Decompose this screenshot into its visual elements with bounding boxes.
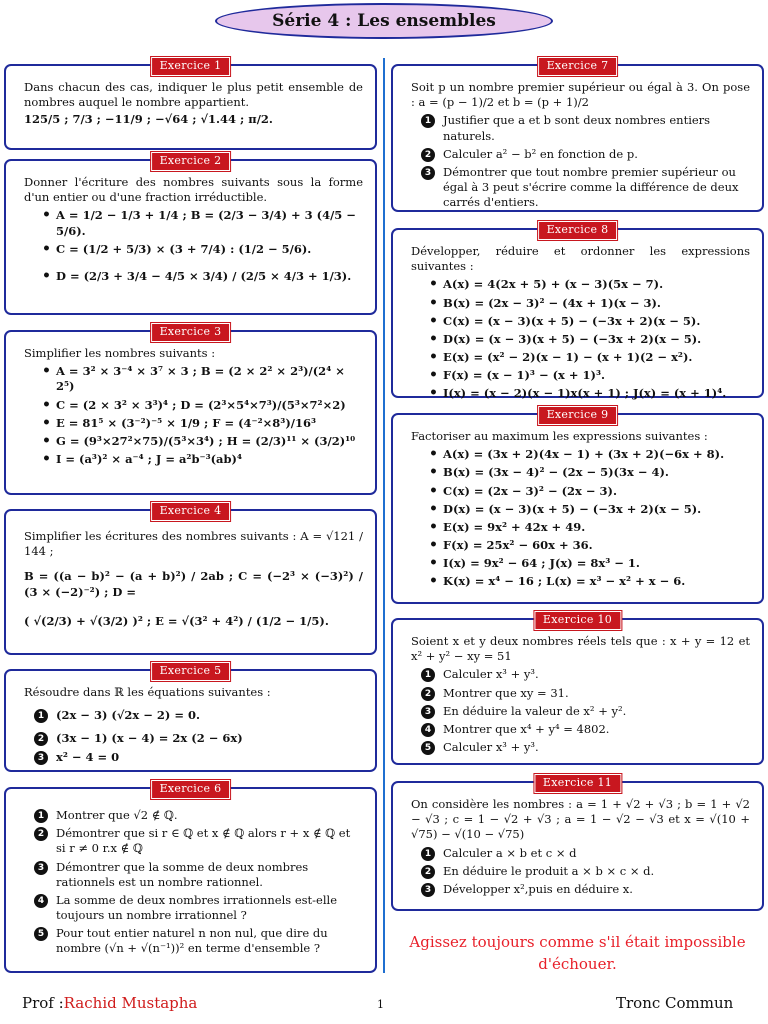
- exercise-11: [391, 776, 764, 911]
- number-badge: 2: [421, 687, 435, 701]
- exercise-10: [391, 613, 764, 765]
- exercise-text: On considère les nombres : a = 1 + √2 + √3 ; b = 1 + √2 − √3 ; c = 1 − √2 + √3 ; a = 1 − √2 − √3 et x = √(10 + √75) − √(10 − √75): [411, 797, 750, 842]
- exercise-tag: Exercice 1: [151, 57, 231, 76]
- exercise-math: 125/5 ; 7/3 ; −11/9 ; −√64 ; √1.44 ; π/2.: [24, 112, 273, 127]
- exercise-text: Soient x et y deux nombres réels tels que : x + y = 12 et x² + y² − xy = 51: [411, 634, 750, 664]
- list-item: 2 Calculer a² − b² en fonction de p.: [421, 147, 750, 162]
- exercise-tag: Exercice 4: [151, 502, 231, 521]
- list-item: • E = 81⁵ × (3⁻²)⁻⁵ × 1/9 ; F = (4⁻²×8³)/16³: [42, 416, 363, 431]
- list-item: • E(x) = (x² − 2)(x − 1) − (x + 1)(2 − x²).: [429, 350, 750, 365]
- exercise-tag: Exercice 5: [151, 662, 231, 681]
- list-item: 1 Montrer que √2 ∉ ℚ.: [34, 808, 363, 823]
- list-item: 4 Montrer que x⁴ + y⁴ = 4802.: [421, 722, 750, 737]
- list-item: • D = (2/3 + 3/4 − 4/5 × 3/4) / (2/5 × 4/3 + 1/3).: [42, 269, 363, 284]
- exercise-2: [4, 154, 377, 315]
- list-item: • C = (2 × 3² × 3³)⁴ ; D = (2³×5⁴×7³)/(5³×7²×2): [42, 398, 363, 413]
- exercise-line: B = ((a − b)² − (a + b)²) / 2ab ; C = (−2³ × (−3)²) / (3 × (−2)⁻²) ; D =: [24, 569, 363, 599]
- number-badge: 2: [421, 865, 435, 879]
- exercise-tag: Exercice 6: [151, 780, 231, 799]
- page-number: 1: [377, 998, 384, 1011]
- number-badge: 1: [421, 668, 435, 682]
- list-item: • D(x) = (x − 3)(x + 5) − (−3x + 2)(x − 5).: [429, 502, 750, 517]
- number-badge: 2: [421, 148, 435, 162]
- list-item: • E(x) = 9x² + 42x + 49.: [429, 520, 750, 535]
- list-item: • K(x) = x⁴ − 16 ; L(x) = x³ − x² + x − 6.: [429, 574, 750, 589]
- list-item: • C(x) = (x − 3)(x + 5) − (−3x + 2)(x − 5).: [429, 314, 750, 329]
- footer-prof-name: Rachid Mustapha: [63, 994, 198, 1012]
- exercise-text: Factoriser au maximum les expressions suivantes :: [411, 429, 708, 443]
- list-item: • C = (1/2 + 5/3) × (3 + 7/4) : (1/2 − 5/6).: [42, 242, 363, 257]
- exercise-4: [4, 504, 377, 655]
- number-badge: 4: [34, 894, 48, 908]
- number-badge: 4: [421, 723, 435, 737]
- exercise-tag: Exercice 9: [538, 406, 618, 425]
- exercise-3: [4, 325, 377, 495]
- number-badge: 5: [421, 741, 435, 755]
- list-item: 1 Justifier que a et b sont deux nombres entiers naturels.: [421, 113, 750, 143]
- exercise-text: Simplifier les nombres suivants :: [24, 346, 216, 360]
- list-item: • A(x) = 4(2x + 5) + (x − 3)(5x − 7).: [429, 277, 750, 292]
- exercise-7: [391, 59, 764, 212]
- number-badge: 1: [421, 114, 435, 128]
- exercise-text: Dans chacun des cas, indiquer le plus petit ensemble de nombres auquel le nombre appartient.: [24, 80, 363, 110]
- list-item: • F(x) = (x − 1)³ − (x + 1)³.: [429, 368, 750, 383]
- number-badge: 3: [34, 861, 48, 875]
- list-item: • C(x) = (2x − 3)² − (2x − 3).: [429, 484, 750, 499]
- exercise-tag: Exercice 11: [534, 774, 621, 793]
- exercise-5: [4, 664, 377, 772]
- list-item: 5 Pour tout entier naturel n non nul, que dire du nombre (√n + √(n⁻¹))² en terme d'ensemble ?: [34, 926, 363, 956]
- list-item: • G = (9³×27²×75)/(5³×3⁴) ; H = (2/3)¹¹ × (3/2)¹⁰: [42, 434, 363, 449]
- footer-prof-label: Prof :: [22, 994, 64, 1012]
- list-item: • B(x) = (2x − 3)² − (4x + 1)(x − 3).: [429, 296, 750, 311]
- list-item: 1 Calculer x³ + y³.: [421, 667, 750, 682]
- number-badge: 1: [421, 847, 435, 861]
- footer-level: Tronc Commun: [616, 994, 734, 1012]
- list-item: 3 Démontrer que tout nombre premier supérieur ou égal à 3 peut s'écrire comme la différence de deux carrés d'entiers.: [421, 165, 750, 211]
- list-item: • D(x) = (x − 3)(x + 5) − (−3x + 2)(x − 5).: [429, 332, 750, 347]
- list-item: • I(x) = 9x² − 64 ; J(x) = 8x³ − 1.: [429, 556, 750, 571]
- list-item: 2 Démontrer que si r ∈ ℚ et x ∉ ℚ alors r + x ∉ ℚ et si r ≠ 0 r.x ∉ ℚ: [34, 826, 363, 856]
- number-badge: 2: [34, 732, 48, 746]
- list-item: 3 Développer x²,puis en déduire x.: [421, 882, 750, 897]
- list-item: • I(x) = (x − 2)(x − 1)x(x + 1) ; J(x) = (x + 1)⁴.: [429, 386, 750, 401]
- exercise-line: ( √(2/3) + √(3/2) )² ; E = √(3² + 4²) / (1/2 − 1/5).: [24, 613, 329, 628]
- list-item: • A(x) = (3x + 2)(4x − 1) + (3x + 2)(−6x + 8).: [429, 447, 750, 462]
- exercise-9: [391, 408, 764, 604]
- list-item: 1 Calculer a × b et c × d: [421, 846, 750, 861]
- number-badge: 3: [421, 166, 435, 180]
- list-item: 1 (2x − 3) (√2x − 2) = 0.: [34, 708, 363, 723]
- list-item: • F(x) = 25x² − 60x + 36.: [429, 538, 750, 553]
- list-item: 3 Démontrer que la somme de deux nombres rationnels est un nombre rationnel.: [34, 860, 363, 890]
- exercise-8: [391, 223, 764, 401]
- list-item: • B(x) = (3x − 4)² − (2x − 5)(3x − 4).: [429, 465, 750, 480]
- list-item: 2 En déduire le produit a × b × c × d.: [421, 864, 750, 879]
- list-item: • I = (a³)² × a⁻⁴ ; J = a²b⁻³(ab)⁴: [42, 452, 363, 467]
- exercise-tag: Exercice 8: [538, 221, 618, 240]
- list-item: • A = 1/2 − 1/3 + 1/4 ; B = (2/3 − 3/4) + 3 (4/5 − 5/6).: [42, 208, 363, 238]
- number-badge: 3: [34, 751, 48, 765]
- column-divider: [383, 58, 385, 973]
- number-badge: 3: [421, 705, 435, 719]
- exercise-tag: Exercice 7: [538, 57, 618, 76]
- motivational-quote: Agissez toujours comme s'il était impossible d'échouer.: [409, 933, 746, 973]
- exercise-6: [4, 782, 377, 973]
- list-item: 2 Montrer que xy = 31.: [421, 686, 750, 701]
- list-item: • A = 3² × 3⁻⁴ × 3⁷ × 3 ; B = (2 × 2² × 2³)/(2⁴ × 2⁵): [42, 364, 363, 394]
- exercise-text: Donner l'écriture des nombres suivants sous la forme d'un entier ou d'une fraction irréductible.: [24, 175, 363, 205]
- list-item: 2 (3x − 1) (x − 4) = 2x (2 − 6x): [34, 731, 363, 746]
- footer-author: [22, 994, 197, 1014]
- list-item: 3 x² − 4 = 0: [34, 750, 363, 765]
- number-badge: 5: [34, 927, 48, 941]
- exercise-1: [4, 59, 377, 150]
- exercise-text: Résoudre dans ℝ les équations suivantes :: [24, 685, 271, 699]
- number-badge: 1: [34, 709, 48, 723]
- exercise-tag: Exercice 10: [534, 611, 621, 630]
- exercise-text: Soit p un nombre premier supérieur ou égal à 3. On pose : a = (p − 1)/2 et b = (p + 1)/2: [411, 80, 750, 110]
- exercise-tag: Exercice 2: [151, 152, 231, 171]
- list-item: 4 La somme de deux nombres irrationnels est-elle toujours un nombre irrationnel ?: [34, 893, 363, 923]
- list-item: 3 En déduire la valeur de x² + y².: [421, 704, 750, 719]
- exercise-tag: Exercice 3: [151, 323, 231, 342]
- list-item: 5 Calculer x³ + y³.: [421, 740, 750, 755]
- number-badge: 2: [34, 827, 48, 841]
- number-badge: 1: [34, 809, 48, 823]
- exercise-line: Simplifier les écritures des nombres suivants : A = √121 / 144 ;: [24, 529, 363, 559]
- number-badge: 3: [421, 883, 435, 897]
- page-title: Série 4 : Les ensembles: [215, 3, 553, 39]
- exercise-text: Développer, réduire et ordonner les expressions suivantes :: [411, 244, 750, 274]
